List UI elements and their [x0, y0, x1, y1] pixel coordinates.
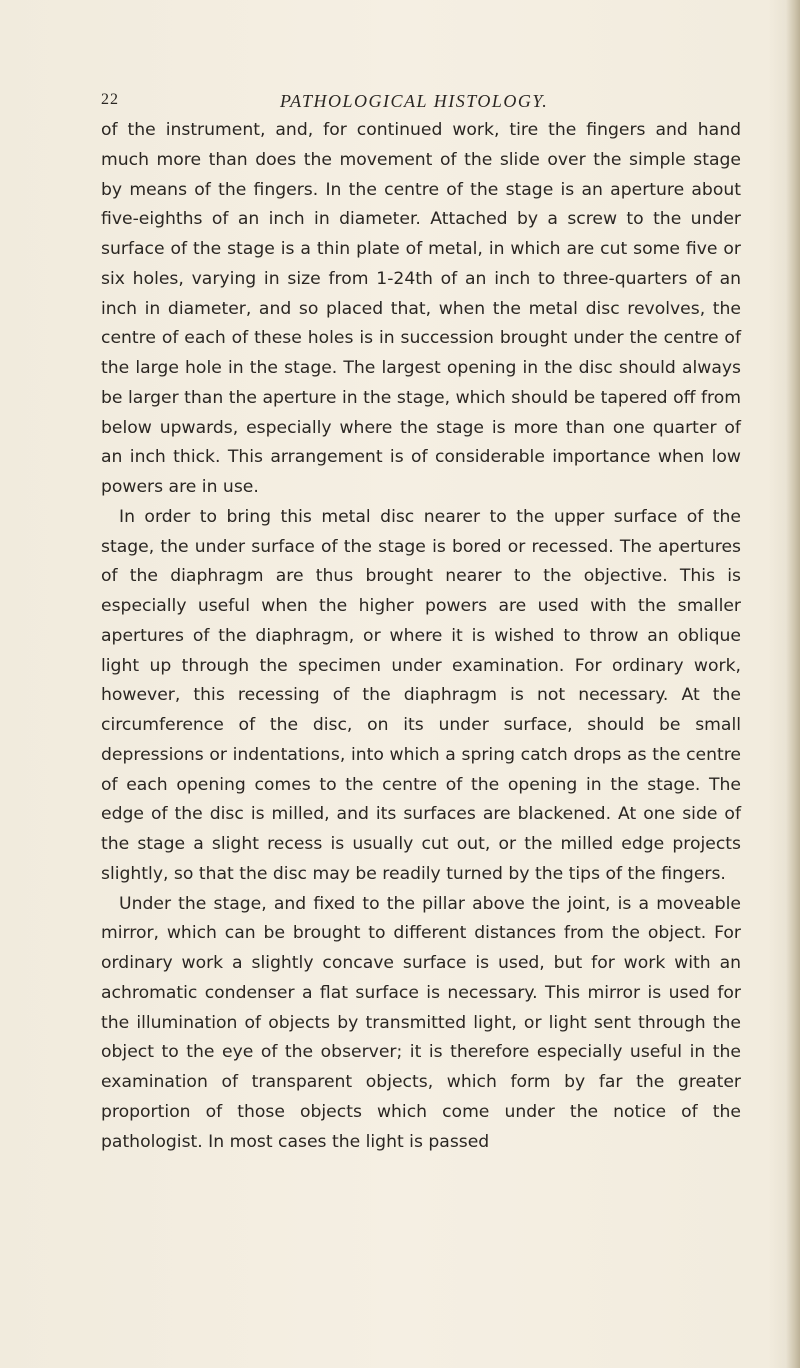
paragraph-1: of the instrument, and, for continued work, tire the fingers and hand much more than does the movement of the slide over the simple stage by means of the fingers. In the centre of the stage is an aperture about five-eighths of an inch in diameter. Attached by a screw to the under surface of the stage is a thin plate of metal, in which are cut some five or six holes, varying in size from 1-24th of an inch to three-quarters of an inch in diameter, and so placed that, when the metal disc revolves, the centre of each of these holes is in succession brought under the centre of the large hole in the stage. The largest opening in the disc should always be larger than the aperture in the stage, which should be tapered off from below upwards, especially where the stage is more than one quarter of an inch thick. This arrangement is of considerable importance when low powers are in use. [101, 120, 741, 497]
page-edge-shadow [786, 0, 800, 1368]
running-title: PATHOLOGICAL HISTOLOGY. [280, 91, 549, 111]
paragraph-3: Under the stage, and fixed to the pillar above the joint, is a moveable mirror, which can be brought to different distances from the object. For ordinary work a slightly concave surface is used, but for work with an achromatic condenser a flat surface is necessary. This mirror is used for the illumination of objects by transmitted light, or light sent through the object to the eye of the observer; it is therefore especially useful in the examination of transparent objects, which form by far the greater proportion of those objects which come under the notice of the pathologist. In most cases the light is passed [101, 893, 741, 1152]
paragraph-2: In order to bring this metal disc nearer to the upper surface of the stage, the under surface of the stage is bored or recessed. The apertures of the diaphragm are thus brought nearer to the objective. This is especially useful when the higher powers are used with the smaller apertures of the diaphragm, or where it is wished to throw an oblique light up through the specimen under examination. For ordinary work, however, this recessing of the diaphragm is not necessary. At the circumference of the disc, on its under surface, should be small depressions or indentations, into which a spring catch drops as the centre of each opening comes to the centre of the opening in the stage. The edge of the disc is milled, and its surfaces are blackened. At one side of the stage a slight recess is usually cut out, or the milled edge projects slightly, so that the disc may be readily turned by the tips of the fingers. [101, 506, 741, 884]
page-number: 22 [101, 91, 119, 108]
page-header [101, 91, 741, 117]
body-text [101, 116, 741, 1157]
